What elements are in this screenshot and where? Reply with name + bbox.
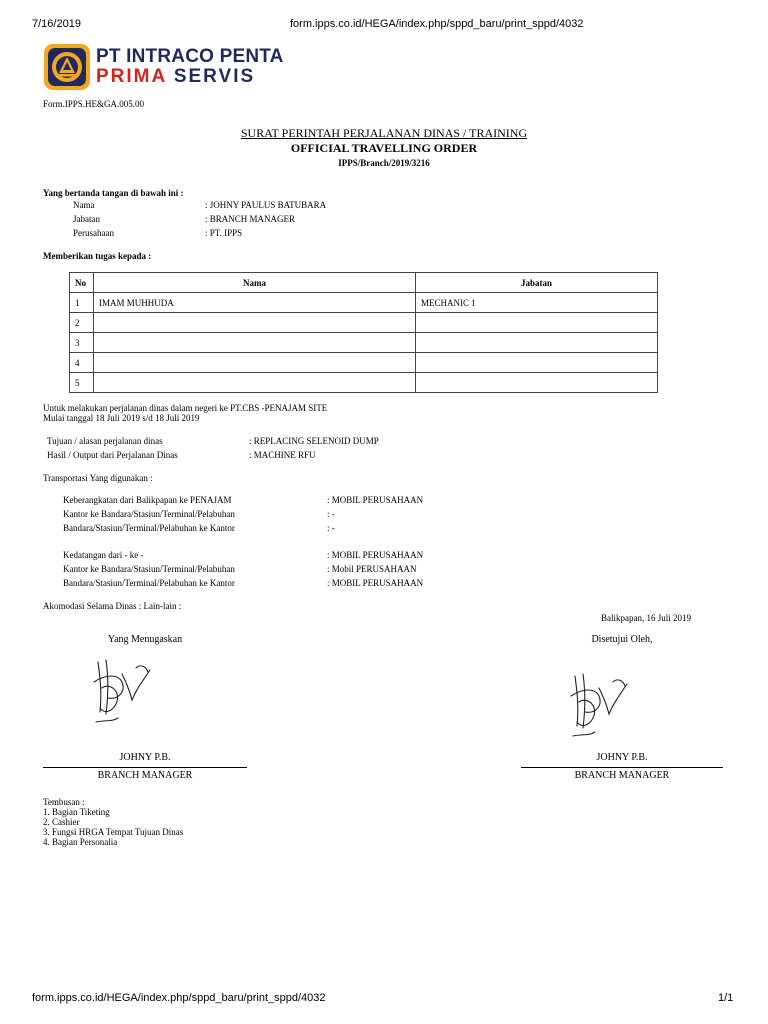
right-signature-line: [521, 767, 723, 768]
table-row: [70, 353, 658, 373]
signatory-position-value: : BRANCH MANAGER: [205, 214, 296, 224]
departure-value-3: : -: [327, 523, 335, 533]
logo-word-servis: SERVIS: [173, 66, 256, 87]
signatory-company-value: : PT. IPPS: [205, 228, 243, 238]
arrival-value-1: : MOBIL PERUSAHAAN: [327, 550, 424, 560]
row-position: [416, 353, 658, 373]
trip-destination: Untuk melakukan perjalanan dinas dalam negeri ke PT.CBS -PENAJAM SITE: [43, 403, 328, 413]
logo-word-prima: PRIMA: [96, 66, 167, 87]
row-no: 2: [70, 313, 94, 333]
assign-heading: Memberikan tugas kepada :: [43, 251, 152, 261]
form-code: Form.IPPS.HE&GA.005.00: [43, 99, 145, 109]
arrival-value-3: : MOBIL PERUSAHAAN: [327, 578, 424, 588]
accommodation-text: Akomodasi Selama Dinas : Lain-lain :: [43, 601, 182, 611]
logo-company-line2: [96, 66, 255, 88]
right-signature-name: JOHNY P.B.: [596, 752, 648, 763]
print-date: 7/16/2019: [32, 18, 81, 30]
departure-label-1: Keberangkatan dari Balikpapan ke PENAJAM: [63, 495, 232, 505]
row-no: 5: [70, 373, 94, 393]
document-subtitle: OFFICIAL TRAVELLING ORDER: [290, 141, 478, 155]
table-row: [70, 293, 658, 313]
output-label: Hasil / Output dari Perjalanan Dinas: [47, 450, 178, 460]
purpose-label: Tujuan / alasan perjalanan dinas: [47, 436, 163, 446]
row-no: 4: [70, 353, 94, 373]
signatory-name-label: Nama: [73, 200, 95, 210]
left-signature-image: [88, 652, 158, 730]
departure-value-2: : -: [327, 509, 335, 519]
row-name: [94, 373, 416, 393]
cc-heading: Tembusan :: [43, 797, 85, 807]
transport-heading: Transportasi Yang digunakan :: [43, 473, 153, 483]
cc-item: 2. Cashier: [43, 817, 80, 827]
table-row: [70, 373, 658, 393]
departure-value-1: : MOBIL PERUSAHAAN: [327, 495, 424, 505]
logo-company-line1: PT INTRACO PENTA: [96, 46, 284, 67]
left-signature-title: BRANCH MANAGER: [97, 770, 193, 781]
print-page-number: 1/1: [718, 992, 734, 1004]
table-row: [70, 333, 658, 353]
departure-label-2: Kantor ke Bandara/Stasiun/Terminal/Pelabuhan: [63, 509, 235, 519]
trip-dates: Mulai tanggal 18 Juli 2019 s/d 18 Juli 2019: [43, 413, 200, 423]
cc-item: 1. Bagian Tiketing: [43, 807, 110, 817]
row-no: 3: [70, 333, 94, 353]
row-no: 1: [70, 293, 94, 313]
row-position: [416, 373, 658, 393]
purpose-value: : REPLACING SELENOID DUMP: [249, 436, 379, 446]
right-signature-image: [565, 666, 635, 744]
output-value: : MACHINE RFU: [249, 450, 316, 460]
right-signature-caption: Disetujui Oleh,: [591, 634, 653, 645]
company-logo-icon: [43, 43, 91, 91]
left-signature-caption: Yang Menugaskan: [107, 634, 183, 645]
arrival-label-1: Kedatangan dari - ke -: [63, 550, 144, 560]
document-number: IPPS/Branch/2019/3216: [338, 158, 430, 168]
col-name-header: Nama: [94, 273, 416, 293]
row-position: [416, 333, 658, 353]
arrival-label-3: Bandara/Stasiun/Terminal/Pelabuhan ke Kantor: [63, 578, 235, 588]
place-date: Balikpapan, 16 Juli 2019: [601, 613, 691, 623]
cc-item: 4. Bagian Personalia: [43, 837, 118, 847]
left-signature-name: JOHNY P.B.: [119, 752, 171, 763]
row-position: MECHANIC 1: [416, 293, 658, 313]
arrival-value-2: : Mobil PERUSAHAAN: [327, 564, 417, 574]
departure-label-3: Bandara/Stasiun/Terminal/Pelabuhan ke Kantor: [63, 523, 235, 533]
document-title: SURAT PERINTAH PERJALANAN DINAS / TRAINING: [240, 126, 528, 140]
assignee-table: [69, 272, 658, 393]
signatory-heading: Yang bertanda tangan di bawah ini :: [43, 188, 184, 198]
col-no-header: No: [70, 273, 94, 293]
signatory-position-label: Jabatan: [73, 214, 100, 224]
table-header-row: [70, 273, 658, 293]
signatory-name-value: : JOHNY PAULUS BATUBARA: [205, 200, 327, 210]
col-position-header: Jabatan: [416, 273, 658, 293]
print-url: form.ipps.co.id/HEGA/index.php/sppd_baru/print_sppd/4032: [290, 18, 584, 30]
row-name: [94, 313, 416, 333]
row-position: [416, 313, 658, 333]
signatory-company-label: Perusahaan: [73, 228, 114, 238]
row-name: [94, 353, 416, 373]
table-row: [70, 313, 658, 333]
print-footer-url: form.ipps.co.id/HEGA/index.php/sppd_baru/print_sppd/4032: [32, 992, 326, 1004]
cc-item: 3. Fungsi HRGA Tempat Tujuan Dinas: [43, 827, 184, 837]
arrival-label-2: Kantor ke Bandara/Stasiun/Terminal/Pelabuhan: [63, 564, 235, 574]
left-signature-line: [43, 767, 247, 768]
right-signature-title: BRANCH MANAGER: [574, 770, 670, 781]
row-name: [94, 333, 416, 353]
row-name: IMAM MUHHUDA: [94, 293, 416, 313]
